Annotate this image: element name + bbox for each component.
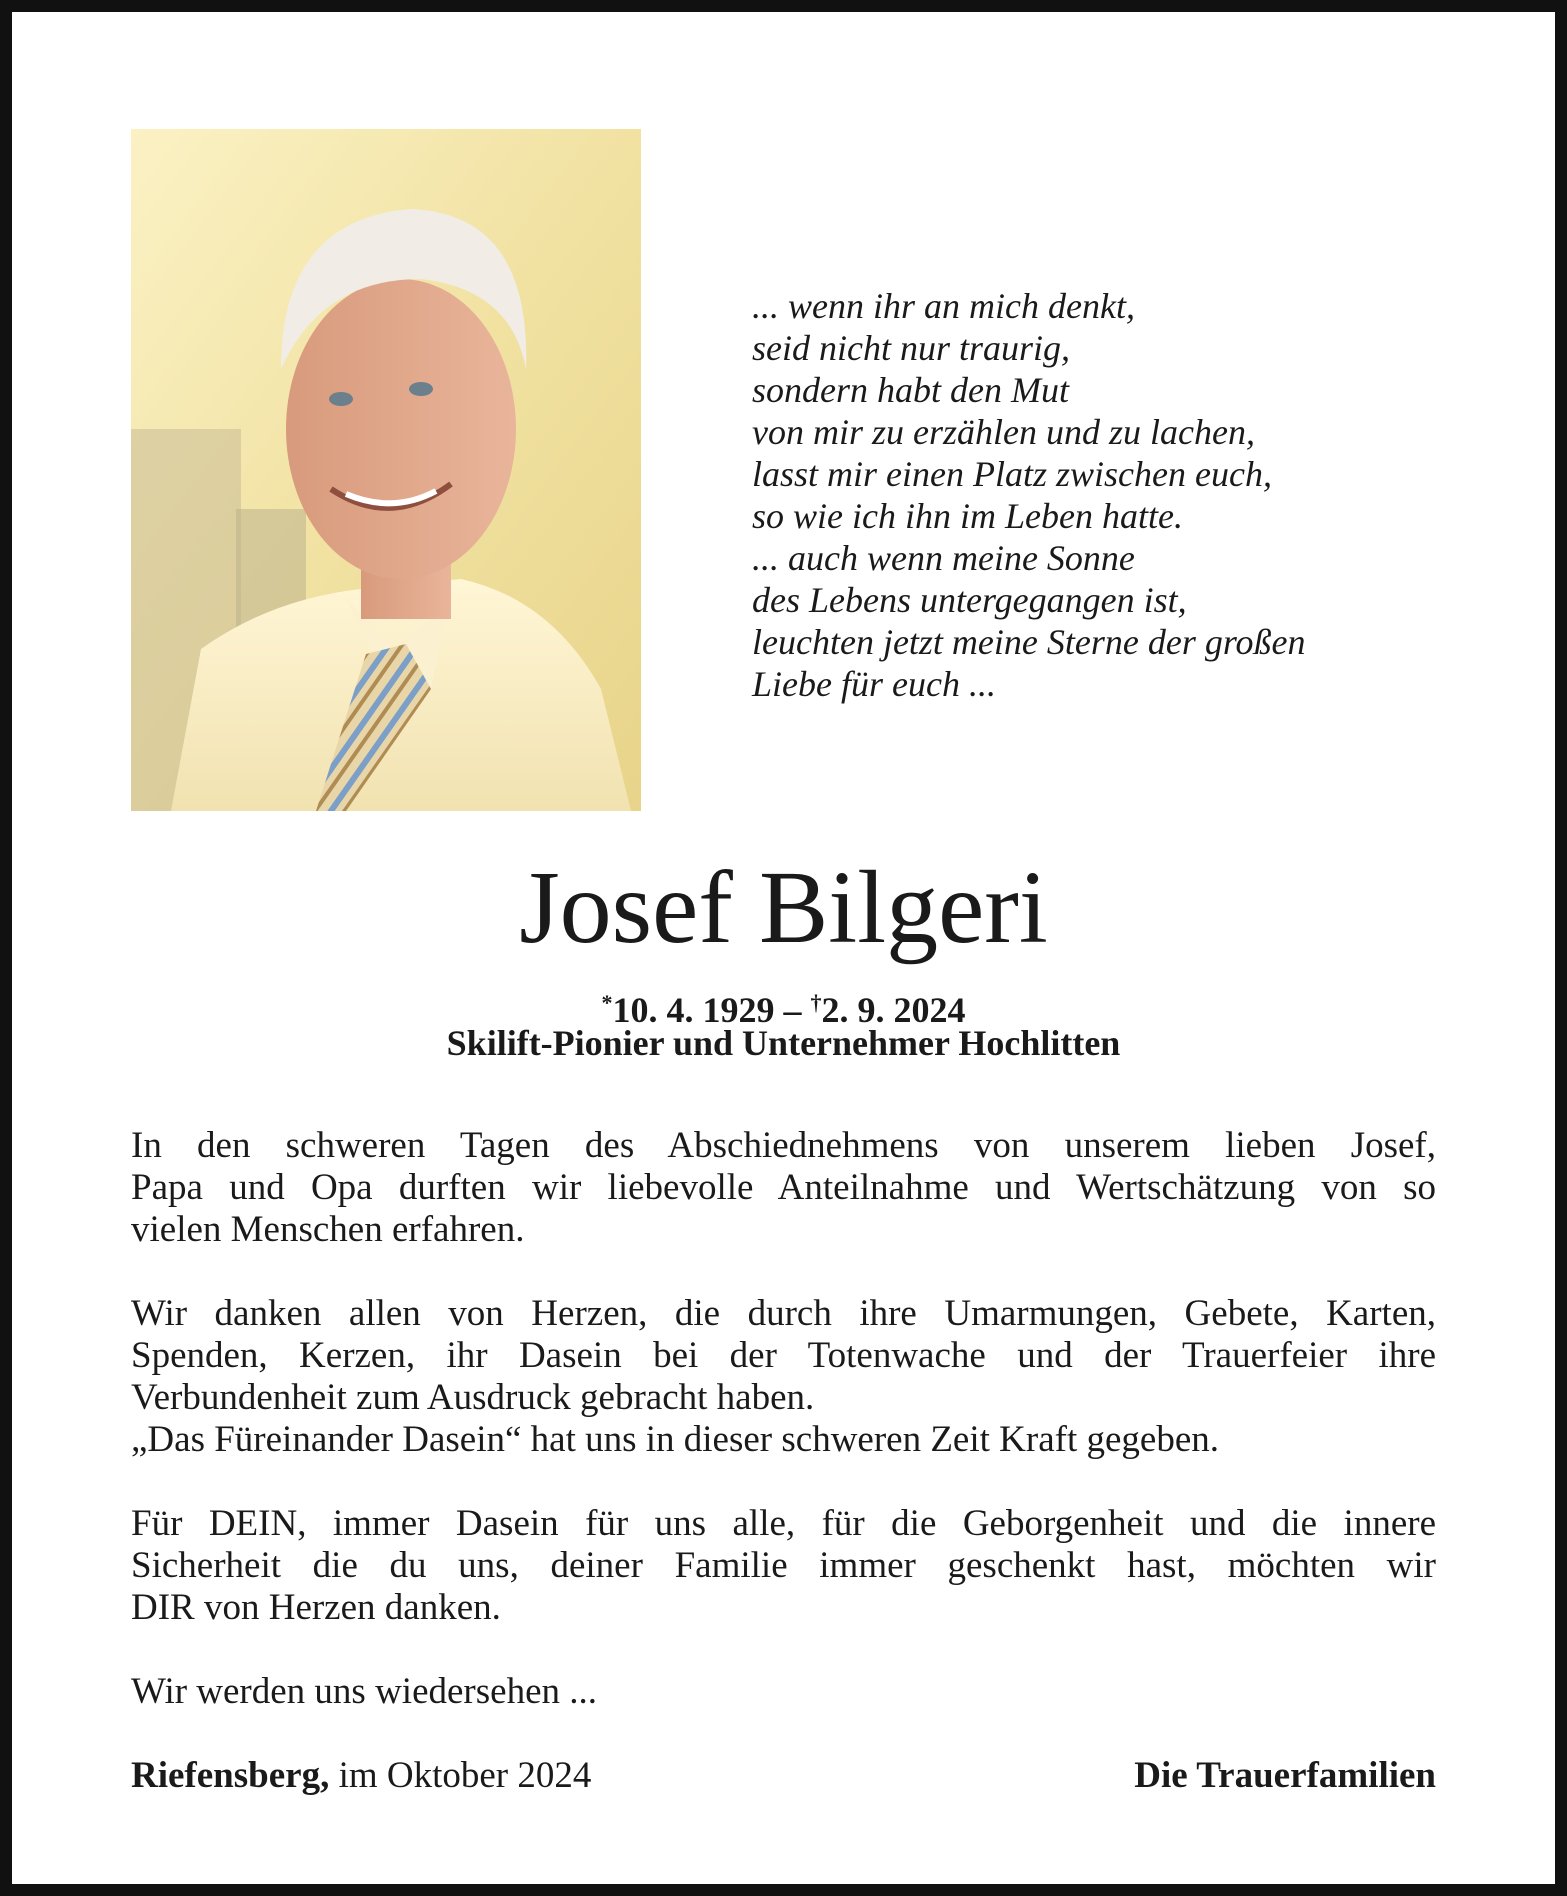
- poem-line: sondern habt den Mut: [752, 370, 1069, 410]
- date-separator: –: [774, 990, 811, 1030]
- text-line: DIR von Herzen danken.: [131, 1587, 501, 1628]
- text-line: Sicherheit die du uns, deiner Familie immer geschenkt hast, möchten wir: [131, 1545, 1436, 1586]
- text-line: Wir werden uns wiedersehen ...: [131, 1671, 597, 1712]
- text-line: Wir danken allen von Herzen, die durch ihre Umarmungen, Gebete, Karten,: [131, 1293, 1436, 1334]
- portrait-photo: [131, 129, 641, 811]
- poem-line: ... wenn ihr an mich denkt,: [752, 286, 1135, 326]
- poem-line: leuchten jetzt meine Sterne der großen: [752, 622, 1306, 662]
- birth-symbol: *: [601, 990, 613, 1015]
- paragraph: [131, 1293, 1436, 1461]
- thank-you-text: [131, 1125, 1436, 1755]
- death-date: 2. 9. 2024: [821, 990, 966, 1030]
- poem-line: lasst mir einen Platz zwischen euch,: [752, 454, 1272, 494]
- text-line: „Das Füreinander Dasein“ hat uns in dieser schweren Zeit Kraft gegeben.: [131, 1419, 1219, 1460]
- date: im Oktober 2024: [329, 1755, 592, 1796]
- poem-line: des Lebens untergegangen ist,: [752, 580, 1187, 620]
- birth-date: 10. 4. 1929: [612, 990, 775, 1030]
- paragraph: [131, 1503, 1436, 1629]
- poem-line: von mir zu erzählen und zu lachen,: [752, 412, 1255, 452]
- signature: Die Trauerfamilien: [1134, 1755, 1436, 1796]
- text-line: Spenden, Kerzen, ihr Dasein bei der Totenwache und der Trauerfeier ihre: [131, 1335, 1436, 1376]
- poem-line: so wie ich ihn im Leben hatte.: [752, 496, 1183, 536]
- place-date: [131, 1755, 591, 1797]
- death-symbol: †: [810, 990, 822, 1015]
- place: Riefensberg,: [131, 1755, 330, 1796]
- poem-line: seid nicht nur traurig,: [752, 328, 1071, 368]
- text-line: Verbundenheit zum Ausdruck gebracht haben.: [131, 1377, 815, 1418]
- text-line: Papa und Opa durften wir liebevolle Anteilnahme und Wertschätzung von so: [131, 1167, 1436, 1208]
- poem-line: Liebe für euch ...: [752, 664, 996, 704]
- poem-line: ... auch wenn meine Sonne: [752, 538, 1135, 578]
- paragraph: [131, 1671, 1436, 1713]
- text-line: vielen Menschen erfahren.: [131, 1209, 525, 1250]
- paragraph: [131, 1125, 1436, 1251]
- text-line: Für DEIN, immer Dasein für uns alle, für die Geborgenheit und die innere: [131, 1503, 1436, 1544]
- text-line: In den schweren Tagen des Abschiednehmens von unserem lieben Josef,: [131, 1125, 1436, 1166]
- deceased-name: Josef Bilgeri: [519, 850, 1048, 965]
- role-line: Skilift-Pionier und Unternehmer Hochlitten: [446, 1023, 1121, 1063]
- poem: [752, 285, 1452, 705]
